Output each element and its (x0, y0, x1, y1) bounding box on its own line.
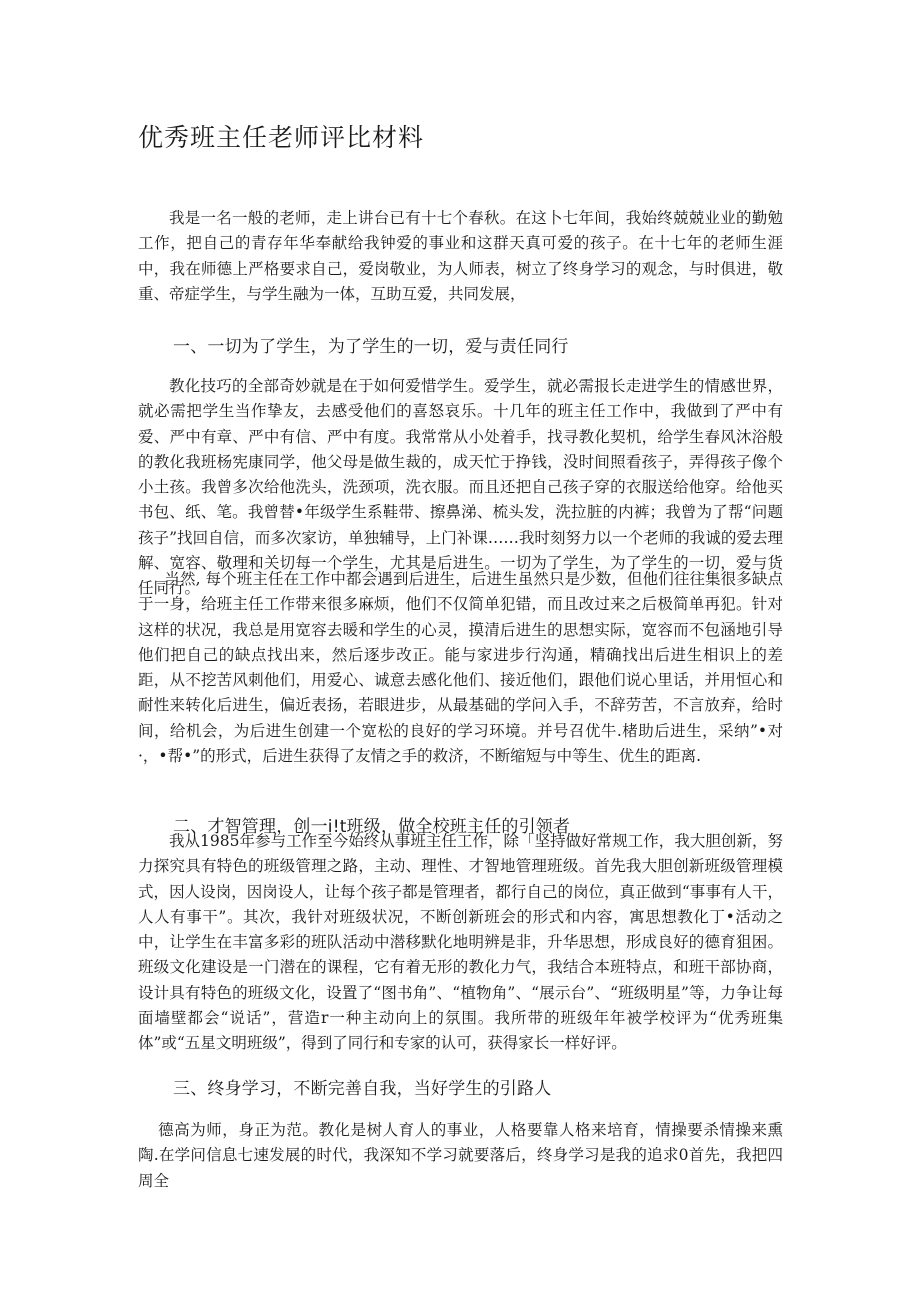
section-3-paragraph-1: 德高为师，身正为范。教化是树人育人的事业，人格要靠人格来培育，情操要杀情操来熏陶.在学问信息七速发展的时代，我深知不学习就要落后，终身学习是我的追求0首先，我把四周全 (138, 1121, 783, 1190)
section-1-paragraph-2: 当然, 每个班主任在工作中都会遇到后进生，后进生虽然只是少数，但他们往往集很多缺点于一身，给班主任工作带来很多麻烦，他们不仅简单犯错，而且改过来之后极简单再犯。针对这样的状况，我总是用宽容去暖和学生的心灵，摸清后进生的思想实际，宽容而不包涵地引导他们把自己的缺点找出来，然后逐步改正。能与家进步行沟通，精确找出后进生相识上的差距，从不挖苦风刺他们，用爱心、诚意去感化他们、接近他们，跟他们说心里话，并用恒心和耐性来转化后进生，偏近表扬，若眼进步，从最基础的学问入手，不辞劳苦，不言放弃，给时间，给机会，为后进生创建一个宽松的良好的学习环境。并号召优牛.楮助后进生，采纳”•对·，•帮•”的形式，后进生获得了友情之手的救济，不断缩短与中等生、优生的距离. (138, 570, 783, 766)
section-1-paragraph-1: 教化技巧的全部奇妙就是在于如何爱惜学生。爱学生，就必需报长走进学生的情感世界，就必需把学生当作挚友，去感受他们的喜怒哀乐。十几年的班主任工作中，我做到了严中有爱、严中有章、严中有信、严中有度。我常常从小处着手，找寻教化契机，给学生春风沐浴般的教化我班杨宪康同学，他父母是做生裁的，成天忙于挣钱，没时间照看孩子，弄得孩子像个小土孩。我曾多次给他洗头，洗颈项，洗衣服。而且还把自己孩子穿的衣服送给他穿。给他买书包、纸、笔。我曾替•年级学生系鞋带、擦鼻涕、梳头发，洗拉脏的内裤；我曾为了帮“问题孩子”找回自信，而多次家访，单独辅导，上门补课……我时刻努力以一个老师的我诚的爱去理解、宽容、敬理和关切每一个学生，尤其是后进生。一切为了学生，为了学生的一切，爱与货任同行。 (138, 377, 783, 598)
intro-paragraph: 我是一名一般的老师，走上讲台已有十七个春秋。在这卜七年间，我始终兢兢业业的勤勉工作，把自己的青存年华奉献给我钟爱的事业和这群天真可爱的孩子。在十七年的老师生涯中，我在师德上严格要求自己，爱岗敬业，为人师表，树立了终身学习的观念，与时俱进，敬重、帝症学生，与学生融为一体，互助互爱，共同发展， (138, 209, 783, 303)
section-heading-1: 一、一切为了学生，为了学生的一切，爱与责任同行 (173, 337, 569, 357)
section-heading-3: 三、终身学习，不断完善自我，当好学生的引路人 (173, 1079, 552, 1099)
section-2-paragraph-1: 我从1985年参与工作至今始终从事班主任工作，除「坚持做好常规工作，我大胆创新，努力探究具有特色的班级管理之路，主动、理性、才智地管理班级。首先我大胆创新班级管理模式，因人设岗，因岗设人，让每个孩子都是管理者，都行自己的岗位，真正做到“事事有人干，人人有事干”。其次，我针对班级状况，不断创新班会的形式和内容，寓思想教化丁•活动之中，让学生在丰富多彩的班队活动中潜移默化地明辨是非，升华思想，形成良好的德育狙困。班级文化建设是一门潜在的课程，它有着无形的教化力气，我结合本班特点，和班干部协商，设计具有特色的班级文化，设置了“图书角”、“植物角”、“展示台”、“班级明星”等，力争让每面墙壁都会“说话”，营造r一种主动向上的氛围。我所带的班级年年被学校评为“优秀班集体”或“五星文明班级”，得到了同行和专家的认可，获得家长一样好评。 (138, 832, 783, 1053)
section-heading-2: 二、才智管理，创一i!t班级，做全校班主任的引领者 (173, 817, 571, 837)
document-title: 优秀班主任老师评比材料 (138, 123, 425, 152)
